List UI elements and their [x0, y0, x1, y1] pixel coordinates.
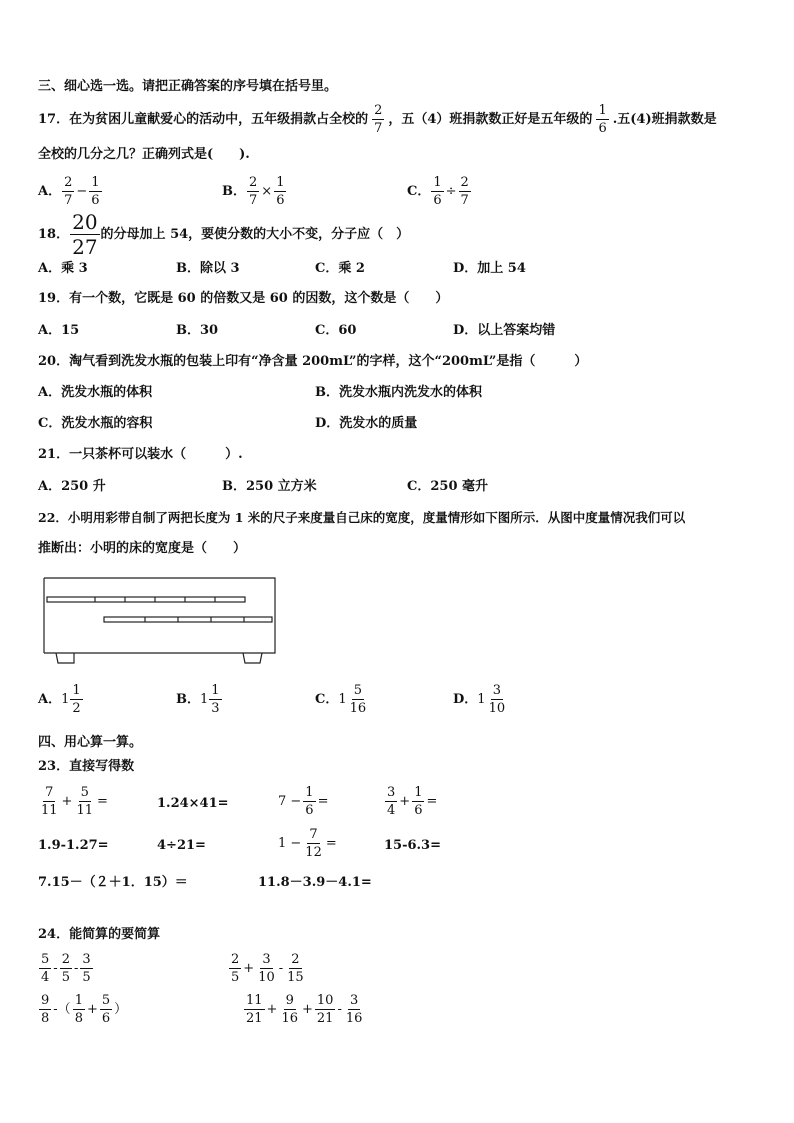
q23-expr-3: 7 − $\frac{1}{6}$ =	[278, 785, 329, 818]
bed-ruler-figure	[38, 575, 278, 667]
q23-expr-6: 4÷21=	[157, 838, 206, 853]
q20-option-a[interactable]: A．洗发水瓶的体积	[38, 385, 153, 400]
q22-option-c[interactable]: C． 1 $\frac{5}{16}$	[315, 683, 367, 716]
q20-option-d[interactable]: D．洗发水的质量	[315, 416, 418, 431]
q19-option-b[interactable]: B．30	[176, 323, 219, 338]
q23-expr-2: 1.24×41=	[157, 796, 229, 811]
q18-option-a[interactable]: A．乘 3	[38, 261, 88, 276]
question-21: 21．一只茶杯可以装水（ ）.	[38, 447, 243, 462]
q18-fraction: $\frac{20}{27}$	[72, 210, 98, 259]
q24-expr-4: $\frac{11}{21}$ + $\frac{9}{16}$ + $\frac{10}{21}$ - $\frac{3}{16}$	[246, 993, 363, 1026]
q18-text: 的分母加上 54，要使分数的大小不变，分子应（ ）	[100, 227, 410, 242]
q17-text-1: 在为贫困儿童献爱心的活动中，五年级捐款占全校的	[69, 112, 369, 127]
q23-expr-4: $\frac{3}{4}$ + $\frac{1}{6}$ =	[387, 785, 438, 818]
q19-option-d[interactable]: D．以上答案均错	[453, 323, 556, 338]
q20-option-b[interactable]: B．洗发水瓶内洗发水的体积	[315, 385, 482, 400]
q24-expr-2: $\frac{2}{5}$ + $\frac{3}{10}$ - $\frac{2}{15}$	[231, 952, 304, 985]
q22-option-b[interactable]: B． 1 $\frac{1}{3}$	[176, 683, 220, 716]
q21-option-b[interactable]: B．250 立方米	[222, 479, 317, 494]
question-23-title: 23．直接写得数	[38, 759, 135, 774]
q17-number: 17．	[38, 112, 70, 127]
q17-text-2: ，五（4）班捐款数正好是五年级的	[388, 112, 593, 127]
q17-fraction-2: $\frac{1}{6}$	[598, 103, 607, 136]
q17-fraction-1: $\frac{2}{7}$	[374, 103, 383, 136]
q24-expr-1: $\frac{5}{4}$ - $\frac{2}{5}$ - $\frac{3}{5}$	[41, 952, 91, 985]
q20-option-c[interactable]: C．洗发水瓶的容积	[38, 416, 153, 431]
q23-expr-8: 15-6.3=	[384, 838, 441, 853]
question-22-line-2: 推断出：小明的床的宽度是（ ）	[38, 541, 247, 556]
question-22-line-1: 22．小明用彩带自制了两把长度为 1 米的尺子来度量自己床的宽度，度量情形如下图所示．从图中度量情况我们可以	[38, 510, 686, 525]
q17-option-c[interactable]: C． $\frac{1}{6}$ ÷ $\frac{2}{7}$	[407, 175, 469, 208]
bed-leg-left	[56, 653, 74, 663]
q18-option-b[interactable]: B．除以 3	[176, 261, 240, 276]
question-20: 20．淘气看到洗发水瓶的包装上印有“净含量 200mL”的字样，这个“200mL”是指（ ）	[38, 354, 588, 369]
q23-expr-10: 11.8－3.9－4.1=	[258, 875, 372, 890]
q22-option-d[interactable]: D． 1 $\frac{3}{10}$	[453, 683, 506, 716]
q23-expr-1: $\frac{7}{11}$ + $\frac{5}{11}$ =	[41, 785, 108, 818]
q21-option-a[interactable]: A．250 升	[38, 479, 106, 494]
q19-option-c[interactable]: C．60	[315, 323, 357, 338]
section-4-title: 四、用心算一算。	[38, 735, 143, 750]
q19-option-a[interactable]: A．15	[38, 323, 80, 338]
bed-outline	[44, 578, 275, 653]
q18-option-d[interactable]: D．加上 54	[453, 261, 526, 276]
q18-option-c[interactable]: C．乘 2	[315, 261, 365, 276]
q21-option-c[interactable]: C．250 毫升	[407, 479, 489, 494]
question-24-title: 24．能简算的要简算	[38, 927, 161, 942]
q23-expr-5: 1.9-1.27=	[38, 838, 109, 853]
q17-option-b[interactable]: B． $\frac{2}{7}$ × $\frac{1}{6}$	[222, 175, 285, 208]
q17-line-2: 全校的几分之几？正确列式是( ).	[38, 147, 250, 162]
q23-expr-7: 1 − $\frac{7}{12}$ =	[278, 827, 337, 860]
section-3-title: 三、细心选一选。请把正确答案的序号填在括号里。	[38, 79, 338, 94]
question-17	[38, 104, 717, 135]
question-18	[38, 212, 409, 257]
q23-expr-9: 7.15－（２＋1．15）＝	[38, 875, 188, 890]
q24-expr-3: $\frac{9}{8}$ -（ $\frac{1}{8}$ + $\frac{5}{6}$ ）	[41, 993, 128, 1026]
q17-text-3: .五(4)班捐款数是	[612, 112, 717, 127]
question-19: 19．有一个数，它既是 60 的倍数又是 60 的因数，这个数是（ ）	[38, 291, 449, 306]
bed-leg-right	[243, 653, 262, 663]
q22-option-a[interactable]: A． 1 $\frac{1}{2}$	[38, 683, 81, 716]
ruler-bottom	[104, 617, 272, 622]
q17-option-a[interactable]: A． $\frac{2}{7}$ − $\frac{1}{6}$	[38, 175, 100, 208]
q18-number: 18．	[38, 227, 70, 242]
